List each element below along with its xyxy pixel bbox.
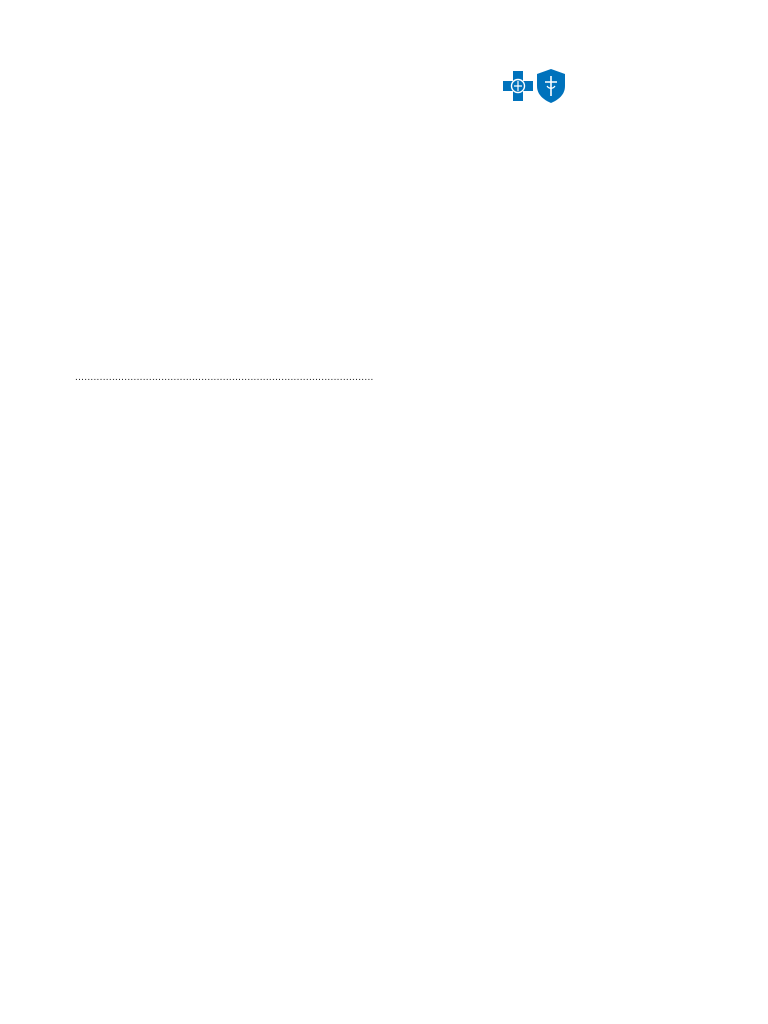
contents-list: [68, 349, 374, 388]
dot-leader: [75, 368, 373, 387]
toc-entry-line1: [68, 349, 374, 368]
blue-shield-icon: [537, 69, 565, 103]
bcbs-logo: [503, 67, 571, 105]
blue-cross-icon: [503, 71, 533, 101]
toc-entry-generic-talk[interactable]: [68, 349, 374, 388]
